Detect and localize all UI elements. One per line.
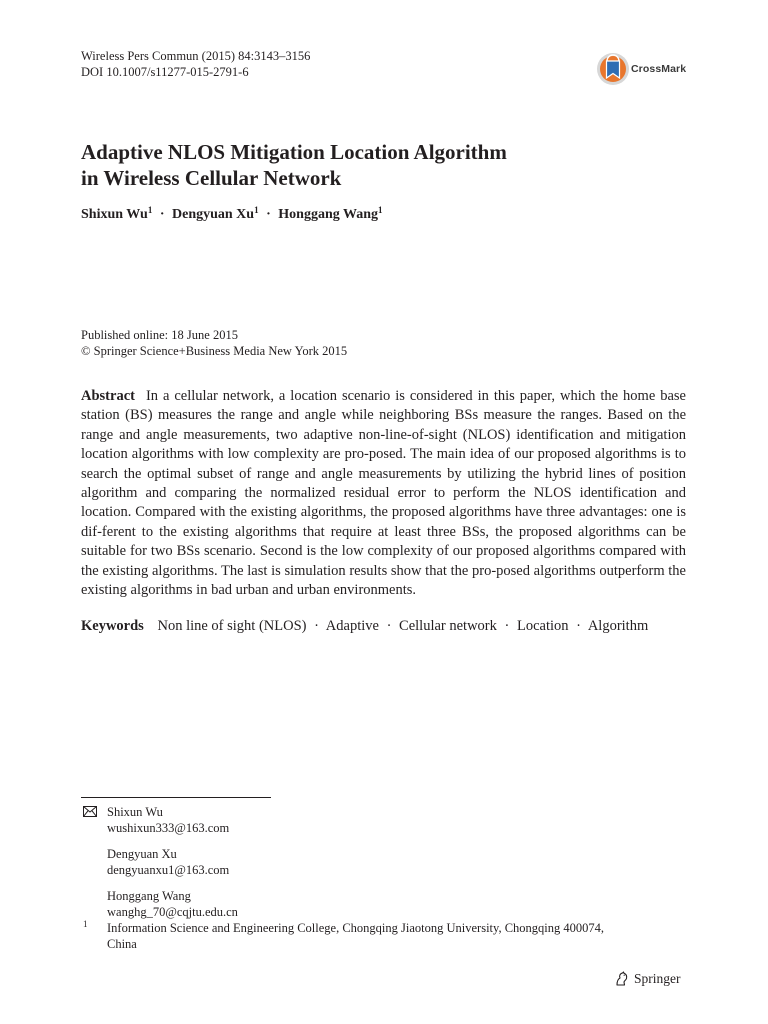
affiliation-text: [107, 920, 687, 952]
author-affiliation-mark: 1: [254, 205, 259, 215]
author-separator: ·: [159, 207, 165, 222]
publication-info: [81, 327, 347, 359]
journal-line: Wireless Pers Commun (2015) 84:3143–3156: [81, 49, 311, 63]
keyword-separator: ·: [576, 618, 581, 634]
paper-title: [81, 139, 681, 191]
author-separator: ·: [266, 207, 271, 222]
contact-email[interactable]: wushixun333@163.com: [107, 821, 230, 835]
contact-name: Dengyuan Xu: [107, 847, 177, 861]
contact-entry: [107, 888, 238, 920]
doi-line[interactable]: DOI 10.1007/s11277-015-2791-6: [81, 65, 249, 79]
contact-name: Shixun Wu: [107, 805, 163, 819]
title-line-2: in Wireless Cellular Network: [81, 166, 342, 190]
contact-entry: [107, 804, 238, 836]
keywords-heading: Keywords: [81, 618, 144, 634]
contact-entry: [107, 846, 238, 878]
author-name[interactable]: Dengyuan Xu: [172, 207, 255, 222]
publisher-logo: [614, 971, 681, 987]
title-line-1: Adaptive NLOS Mitigation Location Algorithm: [81, 140, 507, 164]
footnote-divider: [81, 797, 271, 798]
author-affiliation-mark: 1: [147, 205, 153, 215]
contact-list: [107, 804, 238, 930]
keyword: Location: [516, 618, 569, 634]
author-list: [81, 207, 383, 223]
affiliation-line-2: China: [107, 937, 137, 951]
published-date: Published online: 18 June 2015: [81, 328, 238, 342]
contact-name: Honggang Wang: [107, 889, 191, 903]
crossmark-badge[interactable]: [596, 52, 726, 86]
contact-email[interactable]: dengyuanxu1@163.com: [107, 863, 230, 877]
abstract-section: [81, 387, 686, 600]
author-name[interactable]: Shixun Wu: [81, 207, 148, 222]
springer-horse-icon: [614, 971, 630, 987]
keyword-separator: ·: [504, 618, 510, 634]
journal-citation: [81, 48, 310, 80]
keyword: Non line of sight (NLOS): [157, 618, 307, 634]
publisher-name: Springer: [634, 971, 681, 986]
copyright-notice: © Springer Science+Business Media New York 2015: [81, 344, 348, 358]
keyword: Algorithm: [587, 618, 649, 634]
author-affiliation-mark: 1: [378, 205, 383, 215]
keyword-separator: ·: [386, 618, 392, 634]
abstract-heading: Abstract: [81, 388, 135, 404]
author-name[interactable]: Honggang Wang: [278, 207, 378, 222]
contact-email[interactable]: wanghg_70@cqjtu.edu.cn: [107, 905, 238, 919]
keyword: Adaptive: [325, 618, 379, 634]
keyword-separator: ·: [314, 618, 319, 634]
keyword: Cellular network: [399, 618, 497, 634]
crossmark-logo-icon: [596, 52, 630, 86]
keywords-section: [81, 617, 686, 636]
affiliation-number: 1: [83, 919, 88, 929]
affiliation-line-1: Information Science and Engineering College, Chongqing Jiaotong University, Chongqing 400074,: [107, 921, 605, 935]
abstract-text: In a cellular network, a location scenario is considered in this paper, which the home base station (BS) measures the range and angle while neighboring BSs measure the ranges. Based on the range and angle measurements, two adaptive non-line-of-sight (NLOS) identification and mitigation location algorithms with low complexity are pro-posed. The main idea of our proposed algorithms is to search the optimal subset of range and angle measurements by utilizing the hybrid lines of position algorithm and comparing the normalized residual error to perform the NLOS identification and location. Compared with the existing algorithms, the proposed algorithms have three advantages: one is dif-ferent to the existing algorithms that require at least three BSs, the proposed algorithms can be suitable for two BSs scenario. Second is the low complexity of our proposed algorithms compared with the existing algorithms. The last is simulation results show that the pro-posed algorithms outperform the existing algorithms in bad urban and urban environments.: [81, 388, 686, 599]
crossmark-label: CrossMark: [631, 63, 687, 75]
envelope-icon: [83, 806, 97, 817]
